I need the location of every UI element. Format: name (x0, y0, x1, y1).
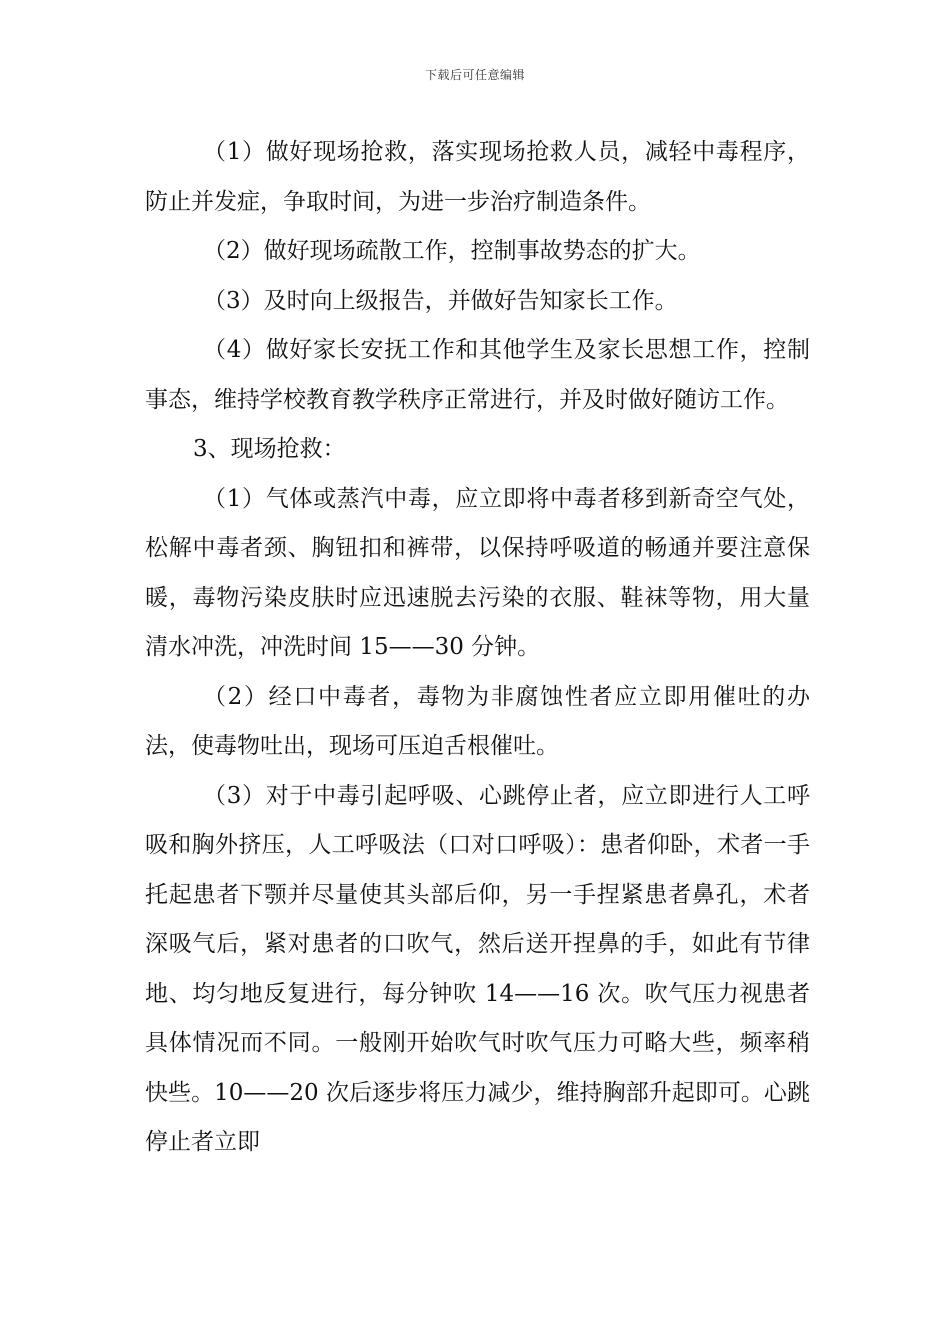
paragraph-cpr: （3）对于中毒引起呼吸、心跳停止者，应立即进行人工呼吸和胸外挤压，人工呼吸法（口对口呼吸）：患者仰卧，术者一手托起患者下颚并尽量使其头部后仰，另一手捏紧患者鼻孔，术者深吸气后，紧对患者的口吹气，然后送开捏鼻的手，如此有节律地、均匀地反复进行，每分钟吹 14——16 次。吹气压力视患者具体情况而不同。一般刚开始吹气时吹气压力可略大些，频率稍快些。10——20 次后逐步将压力减少，维持胸部升起即可。心跳停止者立即 (145, 782, 810, 1155)
paragraph-oral-poisoning: （2）经口中毒者，毒物为非腐蚀性者应立即用催吐的办法，使毒物吐出，现场可压迫舌根催吐。 (145, 683, 810, 759)
paragraph-measure-3: （3）及时向上级报告，并做好告知家长工作。 (203, 287, 678, 314)
paragraph-measure-4: （4）做好家长安抚工作和其他学生及家长思想工作，控制事态，维持学校教育教学秩序正常进行，并及时做好随访工作。 (145, 337, 810, 413)
section-heading-onsite-rescue: 3、现场抢救： (193, 436, 346, 462)
paragraph-measure-2: （2）做好现场疏散工作，控制事故势态的扩大。 (203, 238, 701, 264)
paragraph-measure-1: （1）做好现场抢救，落实现场抢救人员，减轻中毒程序，防止并发症，争取时间，为进一步治疗制造条件。 (145, 139, 810, 215)
document-body (145, 128, 810, 1168)
page-header: 下载后可任意编辑 (424, 68, 525, 82)
paragraph-gas-poisoning: （1）气体或蒸汽中毒，应立即将中毒者移到新奇空气处，松解中毒者颈、胸钮扣和裤带，以保持呼吸道的畅通并要注意保暖，毒物污染皮肤时应迅速脱去污染的衣服、鞋袜等物，用大量清水冲洗，冲洗时间 15——30 分钟。 (145, 485, 810, 660)
